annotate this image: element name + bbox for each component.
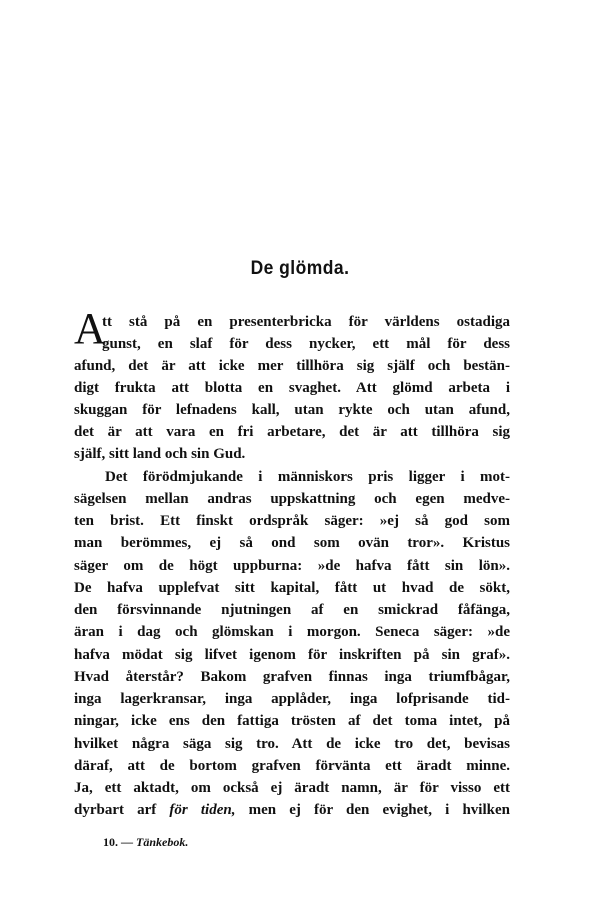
page-footer: [103, 835, 188, 850]
text-line: skuggan för lefnadens kall, utan rykte och utan afund,: [74, 402, 510, 418]
drop-cap: A: [74, 304, 106, 353]
text-line-last: [74, 799, 510, 821]
text-line: ten brist. Ett finskt ordspråk säger: »ej så god som: [74, 513, 510, 529]
book-title: Tänkebok.: [136, 835, 189, 849]
text-fragment: men ej för den evighet, i hvilken: [235, 802, 510, 818]
text-line: De hafva upplefvat sitt kapital, fått ut hvad de sökt,: [74, 580, 510, 596]
text-line: Det förödmjukande i människors pris ligger i mot-: [105, 469, 510, 485]
text-line: afund, det är att icke mer tillhöra sig själf och bestän-: [74, 358, 510, 374]
italic-phrase: för tiden,: [169, 802, 236, 818]
text-line: hafva mödat sig lifvet igenom för inskriften på sin graf».: [74, 647, 510, 663]
signature-mark: 10. —: [103, 835, 133, 849]
text-line: Hvad återstår? Bakom grafven finnas inga triumfbågar,: [74, 669, 510, 685]
text-line: det är att vara en fri arbetare, det är att tillhöra sig: [74, 424, 510, 440]
text-line: sägelsen mellan andras uppskattning och egen medve-: [74, 491, 510, 507]
text-fragment: dyrbart arf: [74, 802, 170, 818]
text-line: däraf, att de bortom grafven förvänta ett äradt minne.: [74, 758, 510, 774]
text-line: ningar, icke ens den fattiga trösten af det toma intet, på: [74, 713, 510, 729]
text-line: den försvinnande njutningen af en smickrad fåfänga,: [74, 602, 510, 618]
text-line: gunst, en slaf för dess nycker, ett mål för dess: [102, 336, 510, 352]
text-line: inga lagerkransar, inga applåder, inga lofprisande tid-: [74, 691, 510, 707]
text-line: Ja, ett aktadt, om också ej äradt namn, är för visso ett: [74, 780, 510, 796]
text-line: äran i dag och glömskan i morgon. Seneca säger: »de: [74, 624, 510, 640]
text-line: själf, sitt land och sin Gud.: [74, 446, 246, 462]
text-line: digt frukta att blotta en svaghet. Att glömd arbeta i: [74, 380, 510, 396]
text-line: man berömmes, ej så ond som ovän tror». Kristus: [74, 535, 510, 551]
text-line: säger om de högt uppburna: »de hafva fått sin lön».: [74, 558, 510, 574]
page-title: De glömda.: [250, 258, 350, 279]
text-line: hvilket några säga sig tro. Att de icke tro det, bevisas: [74, 736, 510, 752]
text-line: tt stå på en presenterbricka för världens ostadiga: [102, 314, 510, 330]
